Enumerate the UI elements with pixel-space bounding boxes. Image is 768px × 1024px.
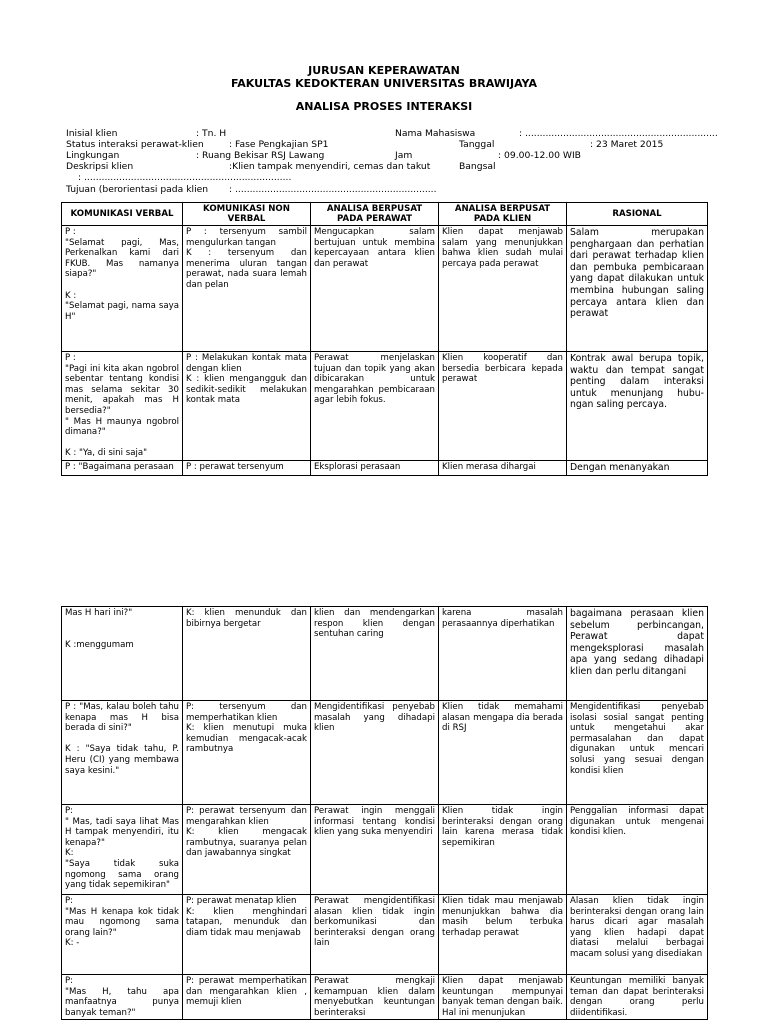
tanggal-value: : 23 Maret 2015 [590,139,664,150]
cell-nonverbal: P : tersenyum sambil mengulurkan tangan K : tersenyum dan menerima uluran tangan perawat, nada suara lemah dan pelan [183,226,311,352]
form-title: ANALISA PROSES INTERAKSI [295,100,473,113]
cell-rasional: Salam merupakan penghargaan dan perhatian dari perawat terhadap klien dan pembuka pembicaraan yang dapat dilakukan untuk membina hubungan saling percaya antara klien dan perawat [567,226,708,352]
cell-rasional: Mengidentifikasi penyebab isolasi sosial sangat penting untuk mengetahui akar permasalahan dan dapat digunakan untuk mencari solusi yang sesuai dengan kondisi klien [567,701,708,805]
cell-verbal: Mas H hari ini?" K :menggumam [62,607,183,701]
cell-rasional: Penggalian informasi dapat digunakan untuk mengenai kondisi klien. [567,805,708,895]
table-row [62,352,708,461]
client-info-block [66,128,716,195]
deskripsi-label: Deskripsi klien [66,161,134,172]
cell-klien: Klien dapat menjawab keuntungan mempunyai banyak teman dengan baik. Hal ini menunjukan [439,975,567,1020]
bangsal-label: Bangsal [459,161,496,172]
mahasiswa-value: : .................................................................. [519,128,718,139]
cell-rasional: Alasan klien tidak ingin berinteraksi dengan orang lain harus dicari agar masalah yang klien hadapi dapat diatasi melalui berbagai macam solusi yang disediakan [567,895,708,975]
table-row [62,226,708,352]
cell-nonverbal: P : perawat tersenyum [183,460,311,475]
cell-klien: Klien tidak memahami alasan mengapa dia berada di RSJ [439,701,567,805]
table-row [62,701,708,805]
tujuan-value: : ..................................................................... [229,184,437,195]
faculty-title: FAKULTAS KEDOKTERAN UNIVERSITAS BRAWIJAYA [231,77,537,90]
cell-rasional: Keuntungan memiliki banyak teman dan dapat berinteraksi dengan orang perlu diidentifikasi. [567,975,708,1020]
cell-perawat: Perawat ingin menggali informasi tentang kondisi klien yang suka menyendiri [311,805,439,895]
bangsal-dots: : ....................................................................... [78,172,292,183]
cell-rasional: Dengan menanyakan [567,460,708,475]
status-label: Status interaksi perawat-klien [66,139,204,150]
table-row [62,895,708,975]
cell-verbal: P: " Mas, tadi saya lihat Mas H tampak menyendiri, itu kenapa?" K: "Saya tidak suka ngomong sama orang yang tidak sepemikiran" [62,805,183,895]
cell-nonverbal: P: perawat memperhatikan dan mengarahkan klien , memuji klien [183,975,311,1020]
cell-perawat: klien dan mendengarkan respon klien dengan sentuhan caring [311,607,439,701]
cell-perawat: Mengidentifikasi penyebab masalah yang dihadapi klien [311,701,439,805]
cell-verbal: P: "Mas H, tahu apa manfaatnya punya banyak teman?" [62,975,183,1020]
cell-klien: karena masalah perasaannya diperhatikan [439,607,567,701]
cell-klien: Klien tidak ingin berinteraksi dengan orang lain karena merasa tidak sepemikiran [439,805,567,895]
department-title: JURUSAN KEPERAWATAN [308,64,460,77]
interaction-table-page1 [61,202,708,476]
col-header-perawat: ANALISA BERPUSAT PADA PERAWAT [311,203,439,226]
col-header-klien: ANALISA BERPUSAT PADA KLIEN [439,203,567,226]
cell-rasional: bagaimana perasaan klien sebelum perbincangan, Perawat dapat mengeksplorasi masalah apa yang sedang dihadapi klien dan perlu ditangani [567,607,708,701]
table-row [62,805,708,895]
cell-nonverbal: P: tersenyum dan memperhatikan klien K: klien menutupi muka kemudian mengacak-acak rambutnya [183,701,311,805]
jam-value: : 09.00-12.00 WIB [498,150,581,161]
cell-verbal: P : "Bagaimana perasaan [62,460,183,475]
cell-perawat: Perawat mengidentifikasi alasan klien tidak ingin berkomunikasi dan berinteraksi dengan orang lain [311,895,439,975]
interaction-table-page2 [61,606,708,1020]
lingkungan-label: Lingkungan [66,150,120,161]
lingkungan-value: : Ruang Bekisar RSJ Lawang [196,150,325,161]
jam-label: Jam [395,150,413,161]
status-value: : Fase Pengkajian SP1 [229,139,329,150]
table-header-row [62,203,708,226]
inisial-value: : Tn. H [196,128,227,139]
tanggal-label: Tanggal [459,139,495,150]
cell-klien: Klien dapat menjawab salam yang menunjukkan bahwa klien sudah mulai percaya pada perawat [439,226,567,352]
table-row [62,460,708,475]
deskripsi-value: :Klien tampak menyendiri, cemas dan takut [229,161,431,172]
cell-verbal: P : "Mas, kalau boleh tahu kenapa mas H bisa berada di sini?" K : "Saya tidak tahu, P. Heru (CI) yang membawa saya kesini." [62,701,183,805]
cell-verbal: P : "Selamat pagi, Mas, Perkenalkan kami dari FKUB. Mas namanya siapa?" K : "Selamat pagi, nama saya H" [62,226,183,352]
cell-nonverbal: P: perawat tersenyum dan mengarahkan klien K: klien mengacak rambutnya, suaranya pelan dan jawabannya singkat [183,805,311,895]
cell-nonverbal: K: klien menunduk dan bibirnya bergetar [183,607,311,701]
col-header-nonverbal: KOMUNIKASI NON VERBAL [183,203,311,226]
table-row [62,607,708,701]
cell-rasional: Kontrak awal berupa topik, waktu dan tempat sangat penting dalam interaksi untuk menunjang hubu-ngan saling percaya. [567,352,708,461]
table-row [62,975,708,1020]
tujuan-label: Tujuan (berorientasi pada klien [66,184,209,195]
mahasiswa-label: Nama Mahasiswa [395,128,476,139]
cell-klien: Klien tidak mau menjawab menunjukkan bahwa dia masih belum terbuka terhadap perawat [439,895,567,975]
cell-verbal: P : "Pagi ini kita akan ngobrol sebentar tentang kondisi mas selama sekitar 30 menit, apakah mas H bersedia?" " Mas H maunya ngobrol dimana?" K : "Ya, di sini saja" [62,352,183,461]
cell-verbal: P: "Mas H kenapa kok tidak mau ngomong sama orang lain?" K: - [62,895,183,975]
cell-nonverbal: P: perawat menatap klien K: klien menghindari tatapan, menunduk dan diam tidak mau menjawab [183,895,311,975]
cell-perawat: Perawat menjelaskan tujuan dan topik yang akan dibicarakan untuk mengarahkan pembicaraan agar lebih fokus. [311,352,439,461]
inisial-label: Inisial klien [66,128,118,139]
cell-nonverbal: P : Melakukan kontak mata dengan klien K : klien mengangguk dan sedikit-sedikit melakukan kontak mata [183,352,311,461]
col-header-rasional: RASIONAL [567,203,708,226]
cell-perawat: Eksplorasi perasaan [311,460,439,475]
cell-perawat: Mengucapkan salam bertujuan untuk membina kepercayaan antara klien dan perawat [311,226,439,352]
cell-klien: Klien kooperatif dan bersedia berbicara kepada perawat [439,352,567,461]
cell-klien: Klien merasa dihargai [439,460,567,475]
cell-perawat: Perawat mengkaji kemampuan klien dalam menyebutkan keuntungan berinteraksi [311,975,439,1020]
col-header-verbal: KOMUNIKASI VERBAL [62,203,183,226]
document-header [0,64,768,113]
